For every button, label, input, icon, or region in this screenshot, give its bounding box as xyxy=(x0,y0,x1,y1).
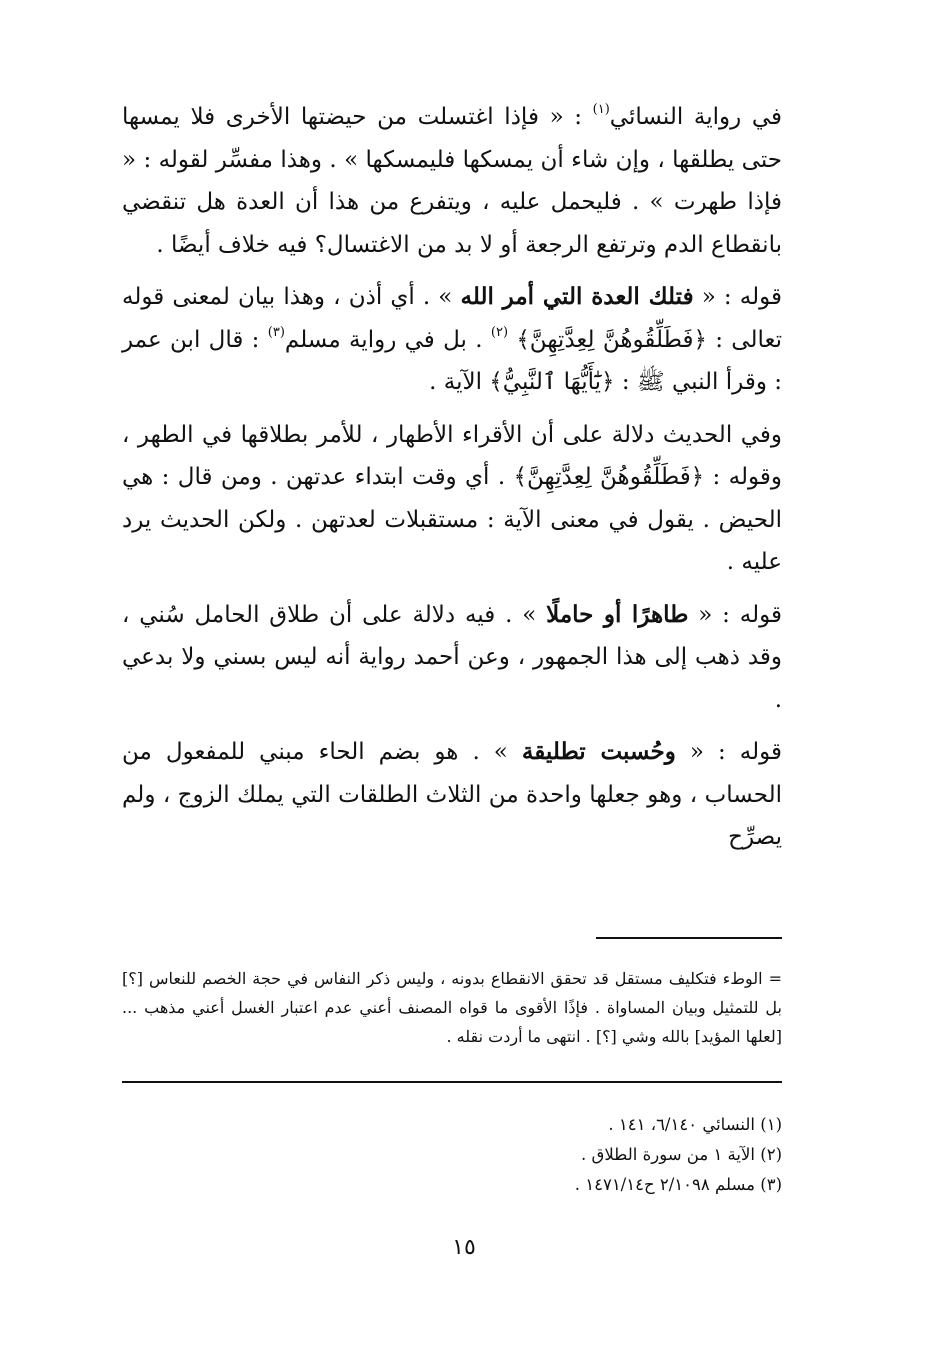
continued-footnote: = الوطء فتكليف مستقل قد تحقق الانقطاع بدونه ، وليس ذكر النفاس في حجة الخصم للنعاس [؟] بل للتمثيل وبيان المساواة . فإذًا الأقوى ما قواه المصنف أعني عدم اعتبار الغسل أعني مذهب ... [لعلها المؤيد] بالله وشي [؟] . انتهى ما أردت نقله . xyxy=(122,969,782,1046)
footnote-separator xyxy=(122,1081,782,1083)
paragraph-text: : قال ابن عمر : وقرأ النبي ﷺ : ﴿يَٰٓأَيُّهَا ٱلنَّبِيُّ﴾ الآية . xyxy=(122,326,782,395)
paragraph-text: في رواية النسائي xyxy=(609,104,782,130)
quoted-phrase: وحُسبت تطليقة xyxy=(521,738,676,765)
footnote-ref: (٣) xyxy=(267,324,285,340)
paragraph-text: : « فإذا اغتسلت من حيضتها الأخرى فلا يمسها حتى يطلقها ، وإن شاء أن يمسكها فليمسكها » . وهذا مفسِّر لقوله : « فإذا طهرت » . فليحمل عليه ، ويتفرع من هذا أن العدة هل تنقضي بانقطاع الدم وترتفع الرجعة أو لا بد من الاغتسال؟ فيه خلاف أيضًا . xyxy=(122,104,782,258)
paragraph xyxy=(122,276,782,404)
footnote-separator-short xyxy=(596,937,782,939)
page-number: ١٥ xyxy=(452,1235,476,1260)
paragraph-text: » . هو بضم الحاء مبني للمفعول من الحساب ، وهو جعلها واحدة من الثلاث الطلقات التي يملك الزوج ، ولم يصرِّح xyxy=(122,739,782,850)
paragraph-text: » . فيه دلالة على أن طلاق الحامل سُني ، وقد ذهب إلى هذا الجمهور ، وعن أحمد رواية أنه ليس بسني ولا بدعي . xyxy=(122,601,782,713)
paragraph-text: قوله : « xyxy=(693,284,782,310)
quoted-phrase: طاهرًا أو حاملًا xyxy=(546,600,689,628)
paragraph xyxy=(122,96,782,266)
paragraph-text: قوله : « xyxy=(688,601,782,628)
paragraph-text: . بل في رواية مسلم xyxy=(284,326,491,353)
footnotes xyxy=(122,1110,782,1200)
main-text xyxy=(122,96,782,859)
footnote-1: (١) النسائي ٦/١٤٠، ١٤١ . xyxy=(608,1115,782,1134)
paragraph-text: وفي الحديث دلالة على أن الأقراء الأطهار ، للأمر بطلاقها في الطهر ، وقوله : ﴿فَطَلِّقُوهُنَّ لِعِدَّتِهِنَّ﴾ . أي وقت ابتداء عدتهن . ومن قال : هي الحيض . يقول في معنى الآية : مستقبلات لعدتهن . ولكن الحديث يرد عليه . xyxy=(122,421,782,575)
paragraph xyxy=(122,594,782,722)
paragraph-text: قوله : « xyxy=(675,739,782,765)
footnote-ref: (٢) xyxy=(490,324,509,340)
footnote-ref: (١) xyxy=(592,102,610,117)
paragraph-text: » . أي أذن ، وهذا بيان لمعنى قوله تعالى : ﴿فَطَلِّقُوهُنَّ لِعِدَّتِهِنَّ﴾ xyxy=(122,284,782,353)
quoted-phrase: فتلك العدة التي أمر الله xyxy=(460,283,694,310)
paragraph xyxy=(122,731,782,859)
paragraph xyxy=(122,414,782,584)
footnote-2: (٢) الآية ١ من سورة الطلاق . xyxy=(581,1145,782,1164)
footnote-3: (٣) مسلم ٢/١٠٩٨ ح١٤٧١/١٤ . xyxy=(574,1175,782,1194)
